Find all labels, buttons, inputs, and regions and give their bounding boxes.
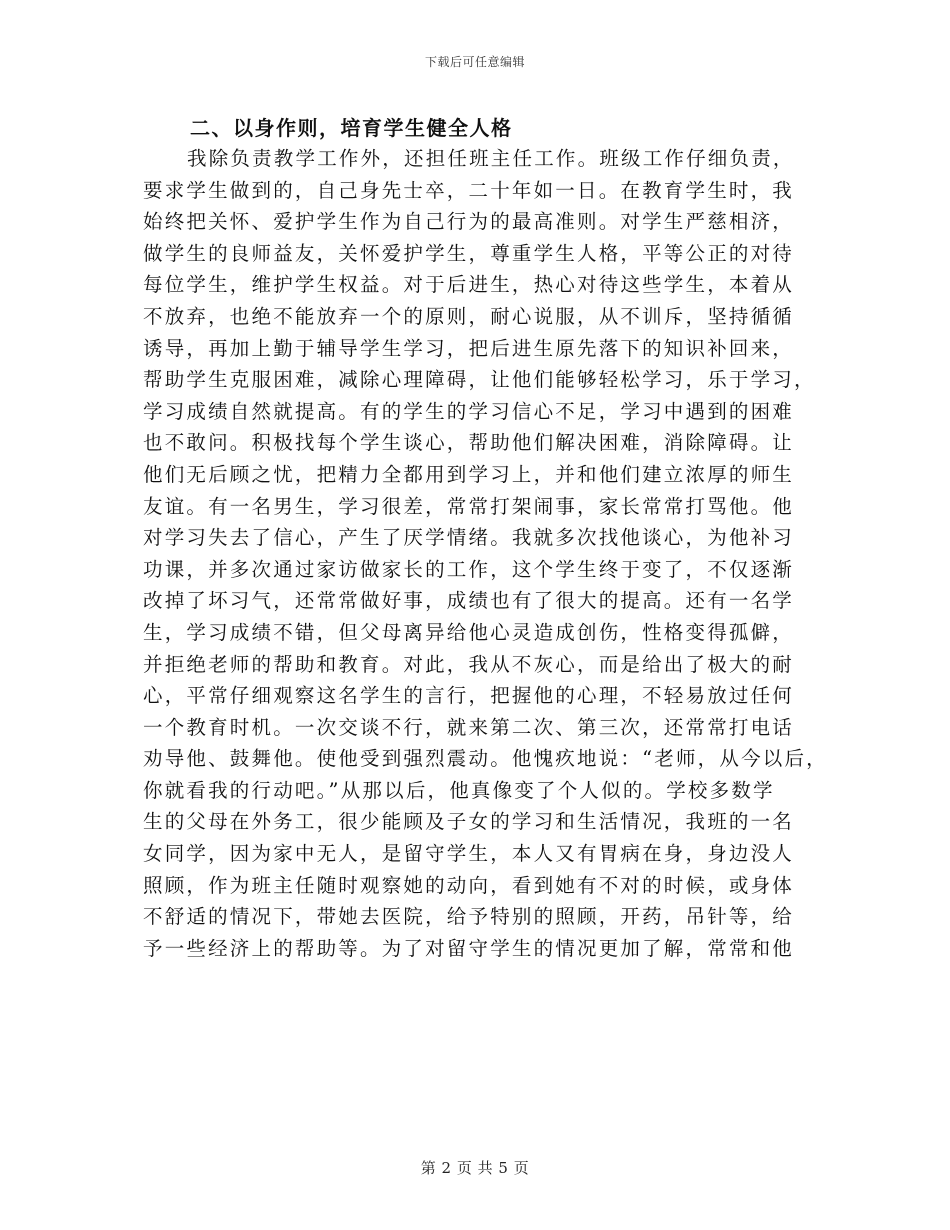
paragraph-line: 劝导他、鼓舞他。使他受到强烈震动。他愧疚地说：“老师，从今以后， (143, 747, 828, 771)
page-footer-number: 第 2 页 共 5 页 (420, 1159, 530, 1177)
paragraph-line: 改掉了坏习气，还常常做好事，成绩也有了很大的提高。还有一名学 (143, 589, 795, 613)
paragraph-line: 功课，并多次通过家访做家长的工作，这个学生终于变了，不仅逐渐 (143, 557, 795, 581)
page-header-note: 下载后可任意编辑 (424, 55, 525, 69)
paragraph-line: 也不敢问。积极找每个学生谈心，帮助他们解决困难，消除障碍。让 (143, 431, 795, 455)
paragraph-line: 一个教育时机。一次交谈不行，就来第二次、第三次，还常常打电话 (143, 715, 795, 739)
paragraph-line: 友谊。有一名男生，学习很差，常常打架闹事，家长常常打骂他。他 (143, 494, 795, 518)
paragraph-line: 始终把关怀、爱护学生作为自己行为的最高准则。对学生严慈相济， (143, 210, 795, 234)
paragraph-line: 不舒适的情况下，带她去医院，给予特别的照顾，开药，吊针等，给 (143, 905, 795, 929)
paragraph-line: 要求学生做到的，自己身先士卒，二十年如一日。在教育学生时，我 (143, 178, 795, 202)
body-text (143, 143, 828, 964)
paragraph-line: 帮助学生克服困难，减除心理障碍，让他们能够轻松学习，乐于学习， (143, 368, 816, 392)
paragraph-line: 生的父母在外务工，很少能顾及子女的学习和生活情况，我班的一名 (143, 810, 795, 834)
paragraph-line: 他们无后顾之忧，把精力全都用到学习上，并和他们建立浓厚的师生 (143, 462, 795, 486)
paragraph-line: 诱导，再加上勤于辅导学生学习，把后进生原先落下的知识补回来， (143, 336, 795, 360)
paragraph-line: 并拒绝老师的帮助和教育。对此，我从不灰心，而是给出了极大的耐 (143, 652, 795, 676)
paragraph-line: 予一些经济上的帮助等。为了对留守学生的情况更加了解，常常和他 (143, 936, 795, 960)
section-heading: 二、以身作则，培育学生健全人格 (190, 116, 513, 140)
paragraph-line: 我除负责教学工作外，还担任班主任工作。班级工作仔细负责， (187, 147, 795, 170)
paragraph-line: 生，学习成绩不错，但父母离异给他心灵造成创伤，性格变得孤僻， (143, 620, 795, 644)
paragraph-line: 不放弃，也绝不能放弃一个的原则，耐心说服，从不训斥，坚持循循 (143, 304, 795, 328)
paragraph-line: 学习成绩自然就提高。有的学生的学习信心不足，学习中遇到的困难 (143, 399, 795, 423)
paragraph-line: 对学习失去了信心，产生了厌学情绪。我就多次找他谈心，为他补习 (143, 526, 795, 550)
paragraph-line: 做学生的良师益友，关怀爱护学生，尊重学生人格，平等公正的对待 (143, 241, 795, 265)
paragraph-line: 心，平常仔细观察这名学生的言行，把握他的心理，不轻易放过任何 (143, 684, 795, 708)
paragraph-line: 照顾，作为班主任随时观察她的动向，看到她有不对的时候，或身体 (143, 873, 795, 897)
paragraph-line: 你就看我的行动吧。”从那以后，他真像变了个人似的。学校多数学 (143, 778, 775, 802)
paragraph-line: 每位学生，维护学生权益。对于后进生，热心对待这些学生，本着从 (143, 273, 795, 297)
paragraph-line: 女同学，因为家中无人，是留守学生，本人又有胃病在身，身边没人 (143, 842, 795, 866)
